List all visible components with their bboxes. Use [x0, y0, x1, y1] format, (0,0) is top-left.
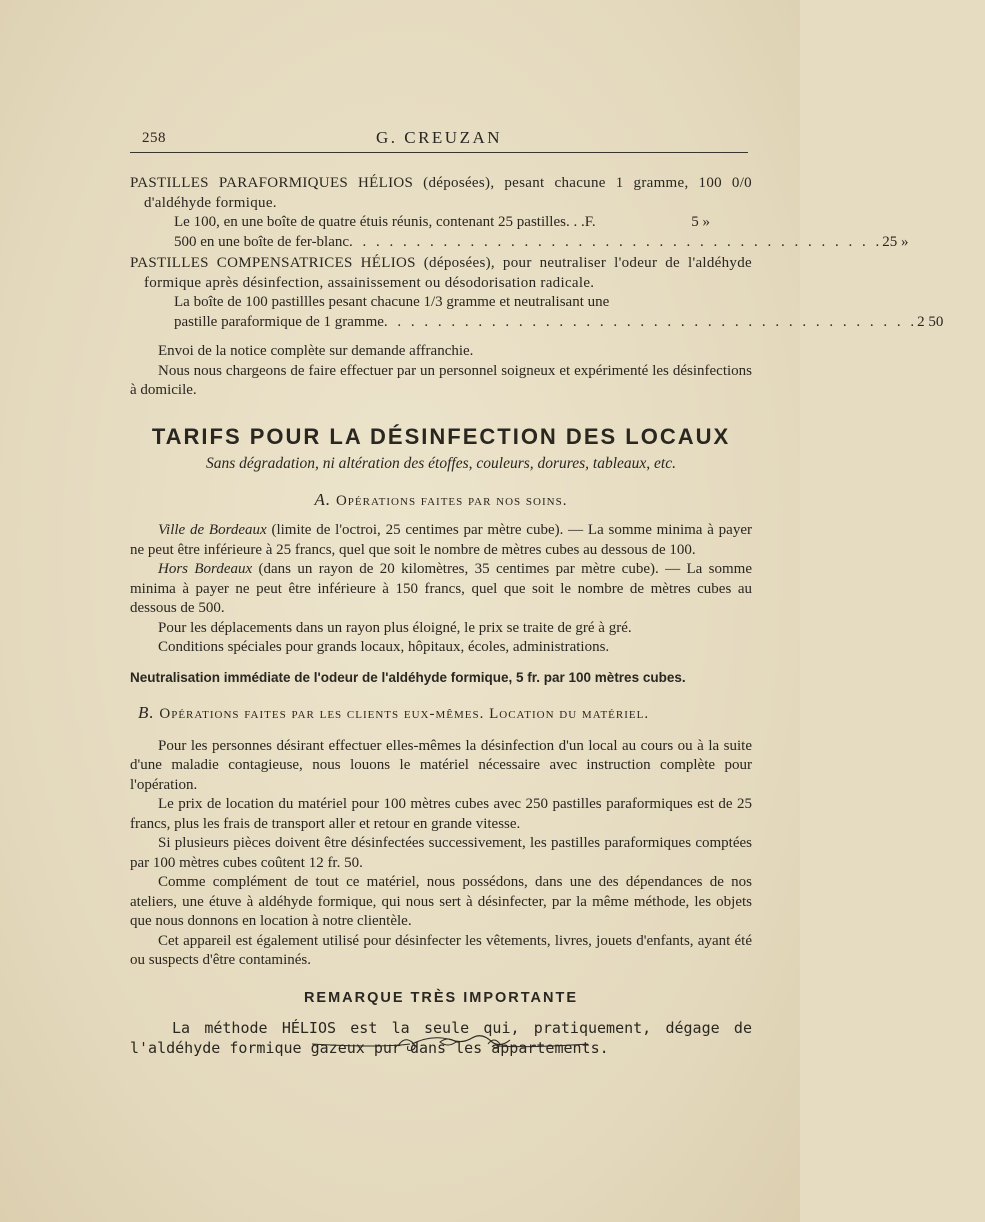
- paragraph-lead: Ville de Bordeaux: [158, 522, 267, 538]
- neutralisation-note: Neutralisation immédiate de l'odeur de l'aldéhyde formique, 5 fr. par 100 mètres cubes.: [130, 669, 686, 685]
- price-value: 5 »: [691, 214, 710, 230]
- leader-dots: . . . . . . . . . . . . . . . . . . . . . . . . . . . . . . . . . . . . . . . .: [383, 313, 918, 330]
- paragraph-lead: Hors Bordeaux: [158, 561, 253, 577]
- paraformiques-heading: PASTILLES PARAFORMIQUES HÉLIOS (déposées), pesant chacune 1 gramme, 100 0/0 d'aldéhyde formique.: [130, 175, 752, 211]
- main-content: [130, 174, 944, 1058]
- paragraph: Le prix de location du matériel pour 100 mètres cubes avec 250 pastilles paraformiques est de 25 francs, plus les frais de transport aller et retour en grande vitesse.: [130, 796, 752, 832]
- price-label: Le 100, en une boîte de quatre étuis réunis, contenant 25 pastilles. . .F.: [174, 214, 596, 230]
- section-letter: B.: [138, 703, 155, 722]
- price-line: [130, 233, 909, 253]
- section-a-heading: [130, 490, 752, 512]
- page-header: [130, 128, 748, 152]
- paragraph-text: (dans un rayon de 20 kilomètres, 35 centimes par mètre cube). — La somme minima à payer ne peut être inférieure à 150 francs, quel que soit le nombre de mètres cubes au dessous de 500.: [130, 561, 752, 616]
- paragraph: Conditions spéciales pour grands locaux, hôpitaux, écoles, administrations.: [158, 639, 610, 655]
- paragraph: [130, 521, 752, 560]
- paragraph: Pour les personnes désirant effectuer elles-mêmes la désinfection d'un local au cours ou à la suite d'une maladie contagieuse, nous louons le matériel nécessaire avec instruction complète pour l'opération.: [130, 737, 752, 793]
- leader-dots: . . . . . . . . . . . . . . . . . . . . . . . . . . . . . . . . . . . . . . . .: [349, 233, 883, 250]
- service-paragraph: Nous nous chargeons de faire effectuer par un personnel soigneux et expérimenté les désinfections à domicile.: [130, 362, 752, 398]
- paragraph: Comme complément de tout ce matériel, nous possédons, dans une des dépendances de nos ateliers, une étuve à aldéhyde formique, qui nous sert à désinfecter, par la même méthode, les objets que nous donnons en location à notre clientèle.: [130, 874, 752, 929]
- compensatrices-item: La boîte de 100 pastillles pesant chacune 1/3 gramme et neutralisant une: [174, 294, 610, 310]
- tarifs-subtitle: Sans dégradation, ni altération des étoffes, couleurs, dorures, tableaux, etc.: [206, 455, 676, 472]
- price-label: 500 en une boîte de fer-blanc: [174, 233, 350, 250]
- remarque-title: REMARQUE TRÈS IMPORTANTE: [303, 989, 579, 1006]
- paragraph: Si plusieurs pièces doivent être désinfectées successivement, les pastilles paraformiques comptées par 100 mètres cubes coûtent 12 fr. 50.: [130, 835, 752, 871]
- paragraph-text: (limite de l'octroi, 25 centimes par mètre cube). — La somme minima à payer ne peut être inférieure à 25 francs, quel que soit le nombre de mètres cubes au dessous de 100.: [130, 522, 752, 558]
- paragraph: [130, 560, 752, 619]
- section-title: Opérations faites par les clients eux-mêmes. Location du matériel.: [159, 706, 650, 722]
- ornament-divider: [310, 1030, 590, 1056]
- remarque-text: La méthode HÉLIOS est la seule qui, pratiquement, dégage de l'aldéhyde formique gazeux pur dans les appartements.: [130, 1019, 752, 1057]
- tarifs-title: TARIFS POUR LA DÉSINFECTION DES LOCAUX: [151, 423, 731, 449]
- section-letter: A.: [314, 489, 332, 509]
- running-title: G. CREUZAN: [375, 128, 503, 147]
- price-value: 25 »: [882, 233, 909, 250]
- paragraph: Cet appareil est également utilisé pour désinfecter les vêtements, livres, jouets d'enfants, ayant été ou suspects d'être contaminés.: [130, 932, 752, 968]
- price-value: 2 50: [917, 313, 944, 330]
- price-line: [130, 313, 944, 333]
- header-rule: [130, 152, 748, 153]
- section-b-heading: [130, 703, 752, 725]
- price-label: pastille paraformique de 1 gramme: [174, 313, 384, 330]
- page-number: 258: [142, 130, 166, 146]
- paragraph: Pour les déplacements dans un rayon plus éloigné, le prix se traite de gré à gré.: [158, 619, 632, 636]
- compensatrices-heading: PASTILLES COMPENSATRICES HÉLIOS (déposées), pour neutraliser l'odeur de l'aldéhyde formique après désinfection, assainissement ou désodorisation radicale.: [130, 255, 752, 291]
- section-title: Opérations faites par nos soins.: [335, 492, 568, 509]
- price-line: [130, 213, 752, 233]
- notice-paragraph: Envoi de la notice complète sur demande affranchie.: [158, 343, 474, 359]
